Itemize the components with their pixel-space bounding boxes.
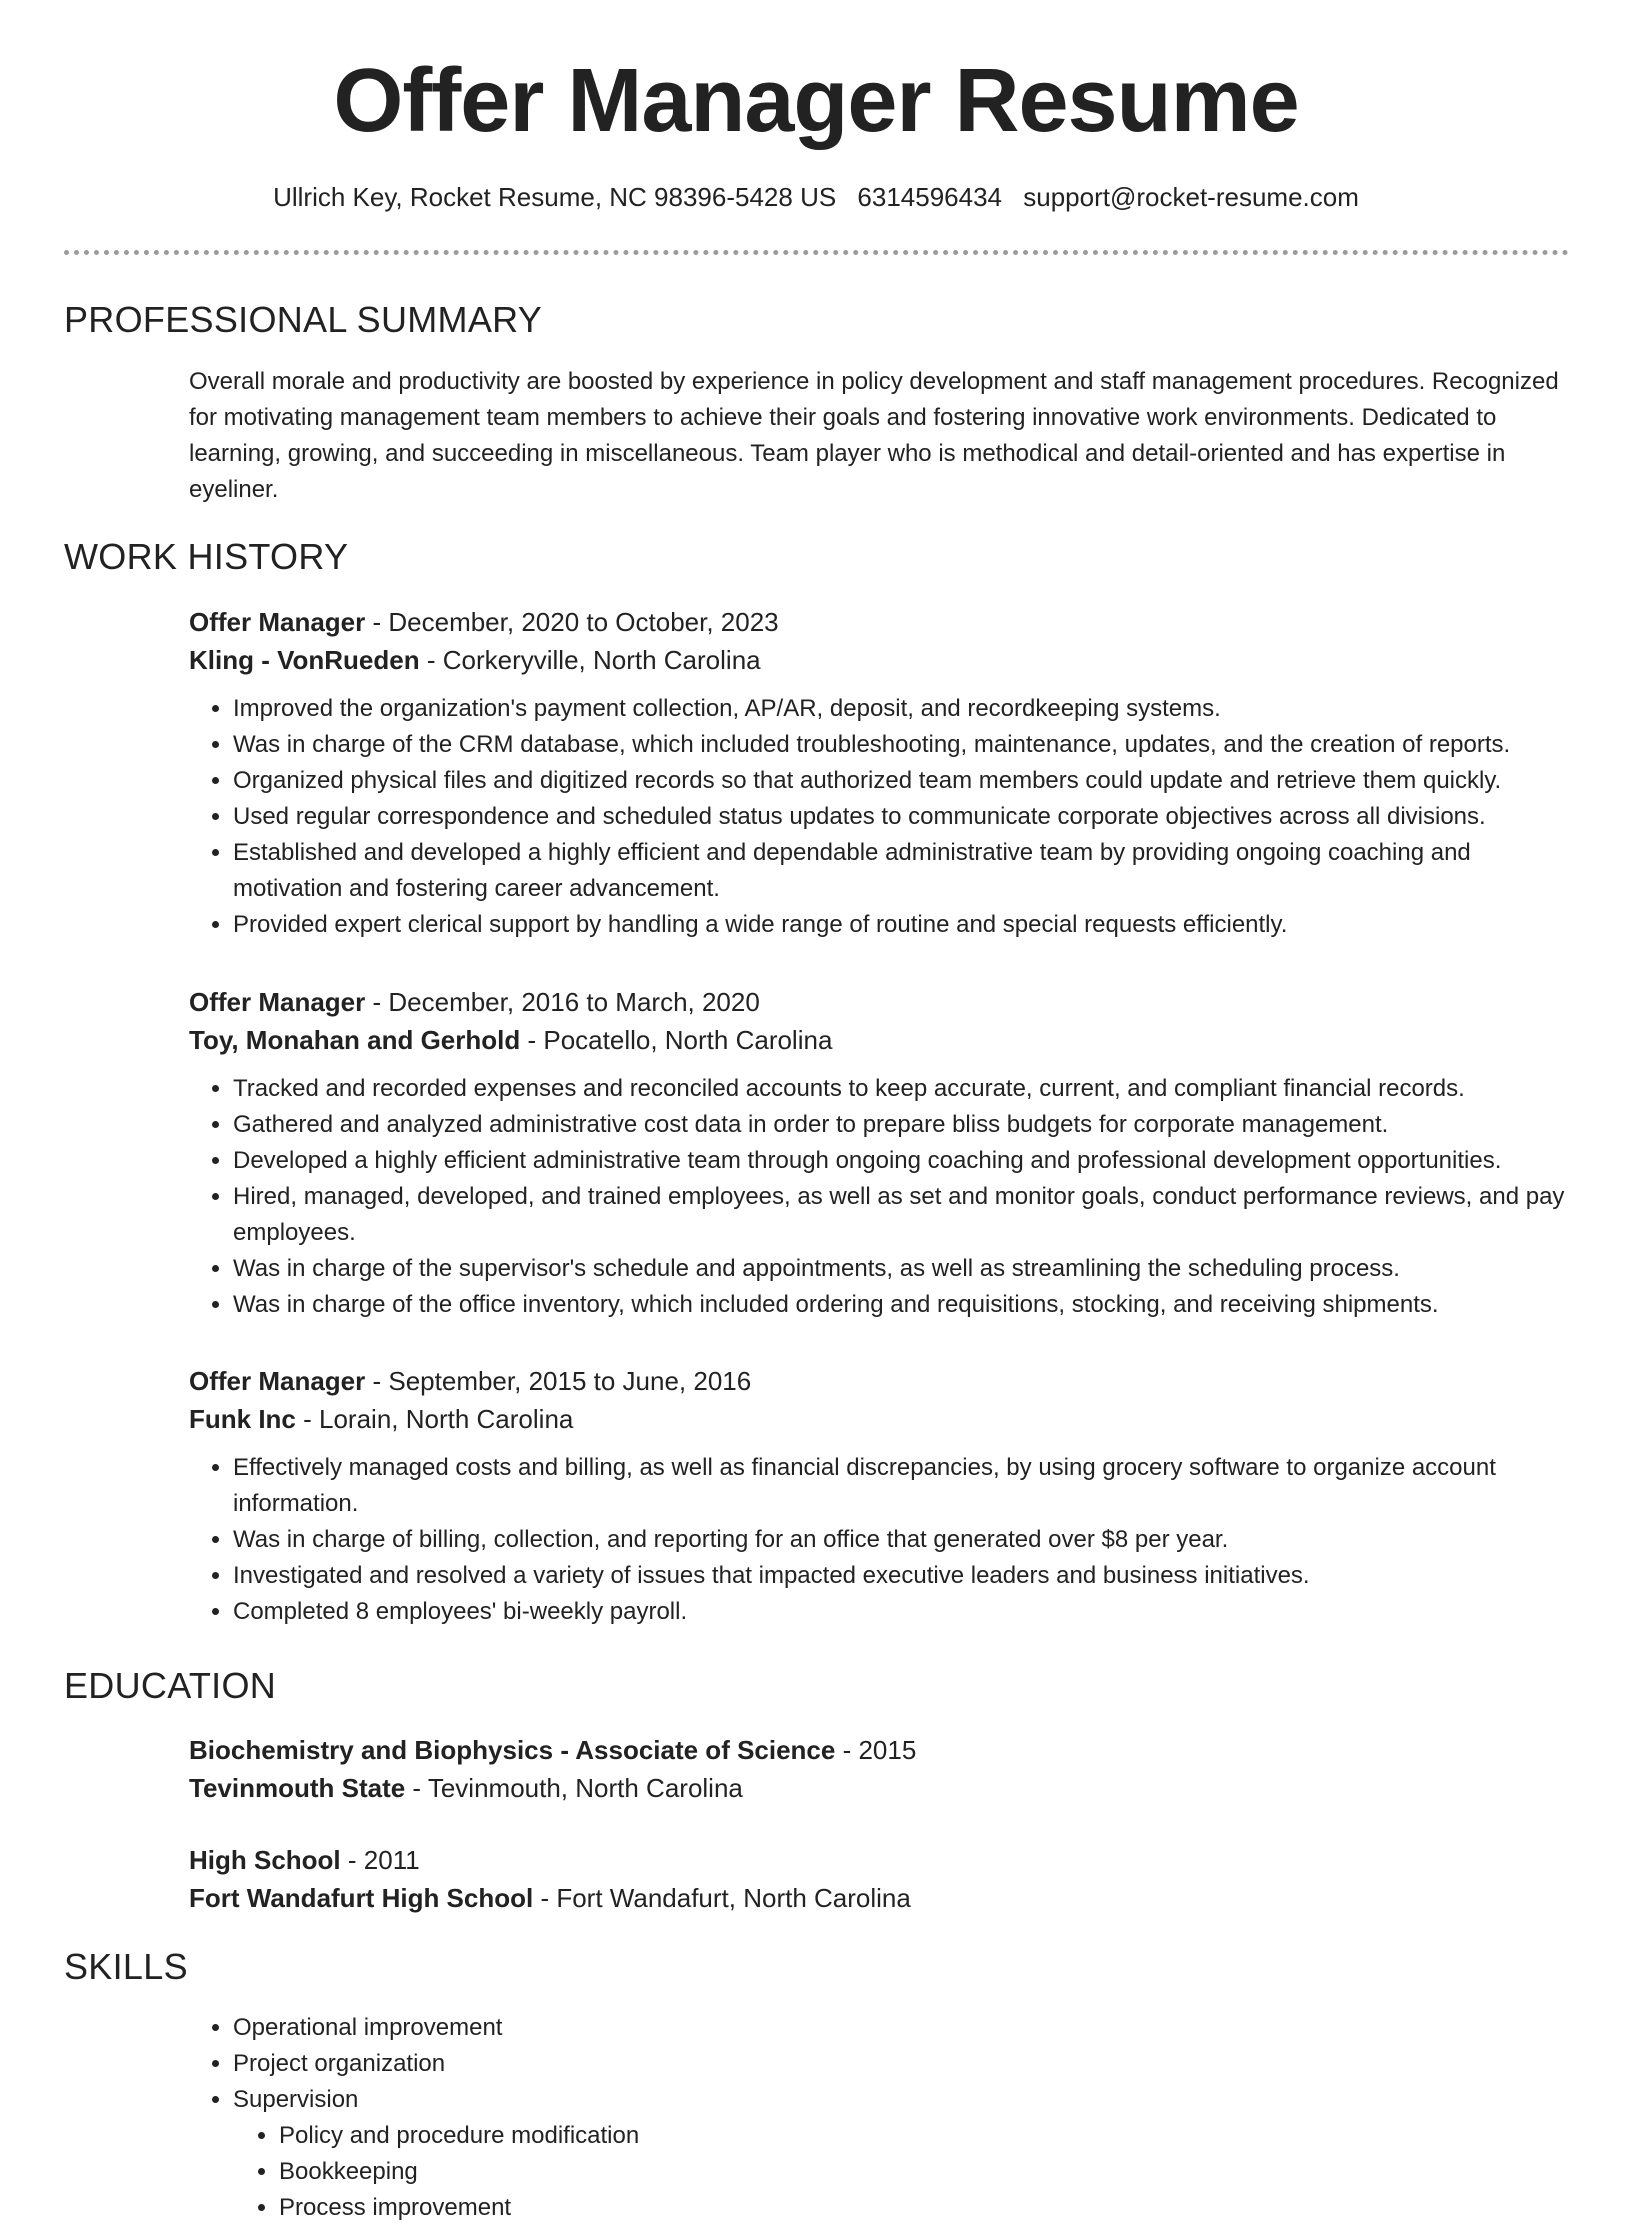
- list-item: • Project organization: [233, 2046, 863, 2082]
- skills-column-right: [235, 2118, 909, 2226]
- job-company-line: [189, 1021, 1569, 1059]
- list-item: • Was in charge of the supervisor's schedule and appointments, as well as streamlining the scheduling process.: [233, 1251, 1569, 1287]
- job-entry: [189, 1362, 1569, 1630]
- skills-heading: SKILLS: [64, 1946, 188, 1987]
- job-bullet-list: [189, 1450, 1569, 1630]
- list-item: • Completed 8 employees' bi-weekly payroll.: [233, 1594, 1569, 1630]
- summary-heading: PROFESSIONAL SUMMARY: [64, 299, 543, 340]
- list-item: • Supervision: [233, 2082, 863, 2118]
- job-title: Offer Manager: [189, 607, 366, 637]
- page-title: Offer Manager Resume: [333, 51, 1299, 151]
- job-bullet-list: [189, 1071, 1569, 1323]
- degree-year: - 2011: [340, 1845, 420, 1875]
- summary-text: Overall morale and productivity are boosted by experience in policy development and staff management procedures. Recognized for motivating management team members to achieve their goals and fostering innovative work environments. Dedicated to learning, growing, and succeeding in miscellaneous. Team player who is methodical and detail-oriented and has expertise in eyeliner.: [189, 368, 1559, 503]
- list-item: • Operational improvement: [233, 2010, 863, 2046]
- education-entry: [189, 1841, 1569, 1917]
- list-item: • Process improvement: [279, 2190, 909, 2226]
- list-item: • Gathered and analyzed administrative cost data in order to prepare bliss budgets for corporate management.: [233, 1107, 1569, 1143]
- degree-year: - 2015: [835, 1735, 917, 1765]
- job-company: Funk Inc: [189, 1404, 296, 1434]
- job-dates: - September, 2015 to June, 2016: [365, 1366, 752, 1396]
- list-item: • Hired, managed, developed, and trained employees, as well as set and monitor goals, conduct performance reviews, and pay employees.: [233, 1179, 1569, 1251]
- education-heading: EDUCATION: [64, 1665, 277, 1706]
- list-item: • Was in charge of the CRM database, which included troubleshooting, maintenance, updates, and the creation of reports.: [233, 727, 1569, 763]
- degree-line: [189, 1841, 1569, 1879]
- list-item: • Tracked and recorded expenses and reconciled accounts to keep accurate, current, and compliant financial records.: [233, 1071, 1569, 1107]
- job-company: Toy, Monahan and Gerhold: [189, 1025, 521, 1055]
- list-item: • Was in charge of billing, collection, and reporting for an office that generated over $8 per year.: [233, 1522, 1569, 1558]
- job-location: - Pocatello, North Carolina: [520, 1025, 833, 1055]
- skills-column-left: [189, 2010, 863, 2118]
- school-location: - Fort Wandafurt, North Carolina: [533, 1883, 911, 1913]
- list-item: • Improved the organization's payment collection, AP/AR, deposit, and recordkeeping systems.: [233, 691, 1569, 727]
- school-line: [189, 1879, 1569, 1917]
- work-history-heading: WORK HISTORY: [64, 536, 349, 577]
- school-line: [189, 1769, 1569, 1807]
- job-dates: - December, 2020 to October, 2023: [365, 607, 779, 637]
- contact-line: [0, 182, 1632, 213]
- list-item: • Provided expert clerical support by handling a wide range of routine and special requests efficiently.: [233, 907, 1569, 943]
- list-item: • Organized physical files and digitized records so that authorized team members could update and retrieve them quickly.: [233, 763, 1569, 799]
- degree-name: High School: [189, 1845, 341, 1875]
- list-item: • Established and developed a highly efficient and dependable administrative team by providing ongoing coaching and motivation and fostering career advancement.: [233, 835, 1569, 907]
- header-divider: [64, 250, 1569, 255]
- list-item: • Developed a highly efficient administrative team through ongoing coaching and professional development opportunities.: [233, 1143, 1569, 1179]
- list-item: • Effectively managed costs and billing, as well as financial discrepancies, by using grocery software to organize account information.: [233, 1450, 1569, 1522]
- skills-list: [189, 2010, 1569, 2226]
- job-entry: [189, 603, 1569, 943]
- job-title-line: [189, 983, 1569, 1021]
- contact-phone: 6314596434: [857, 182, 1003, 212]
- education-entry: [189, 1731, 1569, 1807]
- contact-email: support@rocket-resume.com: [1023, 182, 1359, 212]
- job-dates: - December, 2016 to March, 2020: [365, 987, 760, 1017]
- job-location: - Corkeryville, North Carolina: [419, 645, 761, 675]
- job-bullet-list: [189, 691, 1569, 943]
- list-item: • Policy and procedure modification: [279, 2118, 909, 2154]
- list-item: • Investigated and resolved a variety of issues that impacted executive leaders and business initiatives.: [233, 1558, 1569, 1594]
- list-item: • Used regular correspondence and scheduled status updates to communicate corporate objectives across all divisions.: [233, 799, 1569, 835]
- list-item: • Was in charge of the office inventory, which included ordering and requisitions, stocking, and receiving shipments.: [233, 1287, 1569, 1323]
- job-title-line: [189, 1362, 1569, 1400]
- job-location: - Lorain, North Carolina: [295, 1404, 574, 1434]
- degree-name: Biochemistry and Biophysics - Associate of Science: [189, 1735, 836, 1765]
- list-item: • Bookkeeping: [279, 2154, 909, 2190]
- school-name: Tevinmouth State: [189, 1773, 406, 1803]
- school-location: - Tevinmouth, North Carolina: [405, 1773, 743, 1803]
- contact-address: Ullrich Key, Rocket Resume, NC 98396-5428 US: [273, 182, 837, 212]
- degree-line: [189, 1731, 1569, 1769]
- job-title: Offer Manager: [189, 987, 366, 1017]
- job-title-line: [189, 603, 1569, 641]
- job-company-line: [189, 1400, 1569, 1438]
- job-company: Kling - VonRueden: [189, 645, 420, 675]
- school-name: Fort Wandafurt High School: [189, 1883, 534, 1913]
- job-title: Offer Manager: [189, 1366, 366, 1396]
- job-company-line: [189, 641, 1569, 679]
- job-entry: [189, 983, 1569, 1323]
